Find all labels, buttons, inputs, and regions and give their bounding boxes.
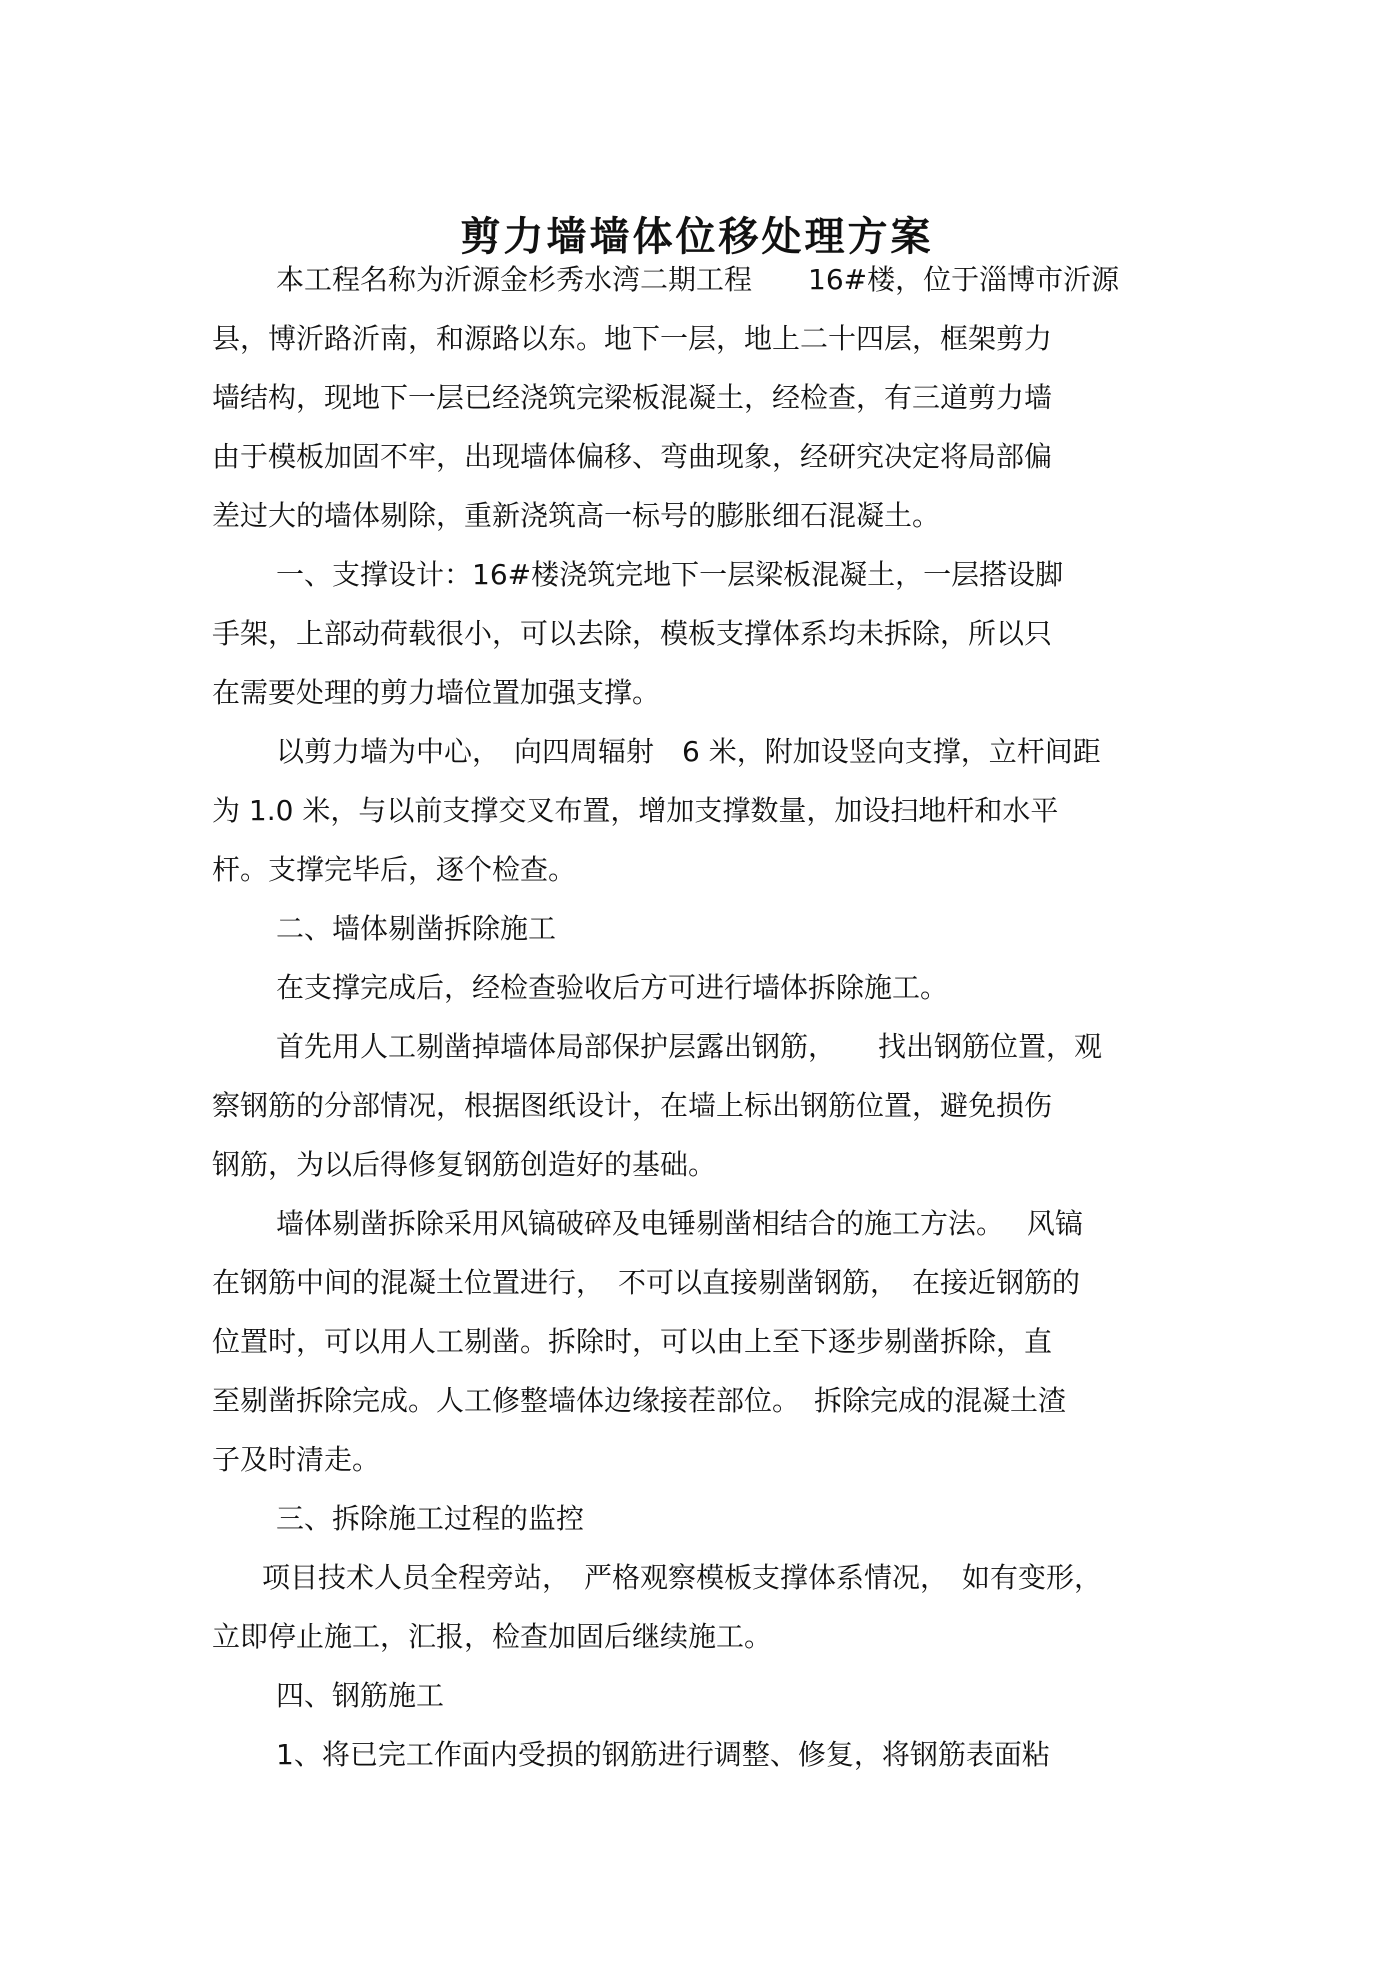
text-line: 首先用人工剔凿掉墙体局部保护层露出钢筋， 找出钢筋位置，观 bbox=[276, 1030, 1103, 1063]
text-line: 察钢筋的分部情况，根据图纸设计，在墙上标出钢筋位置，避免损伤 bbox=[212, 1089, 1053, 1122]
text-line: 钢筋，为以后得修复钢筋创造好的基础。 bbox=[212, 1148, 717, 1181]
text-line: 位置时，可以用人工剔凿。拆除时，可以由上至下逐步剔凿拆除，直 bbox=[212, 1325, 1053, 1358]
text-line: 在需要处理的剪力墙位置加强支撑。 bbox=[212, 676, 661, 709]
text-line: 本工程名称为沂源金杉秀水湾二期工程 16#楼，位于淄博市沂源 bbox=[276, 263, 1120, 296]
text-line: 为 1.0 米，与以前支撑交叉布置，增加支撑数量，加设扫地杆和水平 bbox=[212, 794, 1059, 827]
text-line: 手架，上部动荷载很小，可以去除，模板支撑体系均未拆除，所以只 bbox=[212, 617, 1053, 650]
document-title: 剪力墙墙体位移处理方案 bbox=[460, 213, 934, 260]
text-line: 县，博沂路沂南，和源路以东。地下一层，地上二十四层，框架剪力 bbox=[212, 322, 1053, 355]
text-line: 项目技术人员全程旁站， 严格观察模板支撑体系情况， 如有变形， bbox=[262, 1561, 1103, 1594]
text-line: 1、将已完工作面内受损的钢筋进行调整、修复，将钢筋表面粘 bbox=[276, 1738, 1050, 1771]
text-line: 以剪力墙为中心， 向四周辐射 6 米，附加设竖向支撑，立杆间距 bbox=[276, 735, 1101, 768]
text-line: 由于模板加固不牢，出现墙体偏移、弯曲现象，经研究决定将局部偏 bbox=[212, 440, 1053, 473]
text-line: 杆。支撑完毕后，逐个检查。 bbox=[212, 853, 577, 886]
text-line: 一、支撑设计：16#楼浇筑完地下一层梁板混凝土，一层搭设脚 bbox=[276, 558, 1064, 591]
section-heading: 二、墙体剔凿拆除施工 bbox=[276, 912, 557, 945]
text-line: 至剔凿拆除完成。人工修整墙体边缘接茬部位。 拆除完成的混凝土渣 bbox=[212, 1384, 1067, 1417]
section-heading: 三、拆除施工过程的监控 bbox=[276, 1502, 585, 1535]
text-line: 墙结构，现地下一层已经浇筑完梁板混凝土，经检查，有三道剪力墙 bbox=[212, 381, 1053, 414]
text-line: 子及时清走。 bbox=[212, 1443, 381, 1476]
text-line: 墙体剔凿拆除采用风镐破碎及电锤剔凿相结合的施工方法。 风镐 bbox=[276, 1207, 1083, 1240]
text-line: 在支撑完成后，经检查验收后方可进行墙体拆除施工。 bbox=[276, 971, 949, 1004]
text-line: 在钢筋中间的混凝土位置进行， 不可以直接剔凿钢筋， 在接近钢筋的 bbox=[212, 1266, 1081, 1299]
text-line: 立即停止施工，汇报，检查加固后继续施工。 bbox=[212, 1620, 773, 1653]
section-heading: 四、钢筋施工 bbox=[276, 1679, 445, 1712]
text-line: 差过大的墙体剔除，重新浇筑高一标号的膨胀细石混凝土。 bbox=[212, 499, 941, 532]
